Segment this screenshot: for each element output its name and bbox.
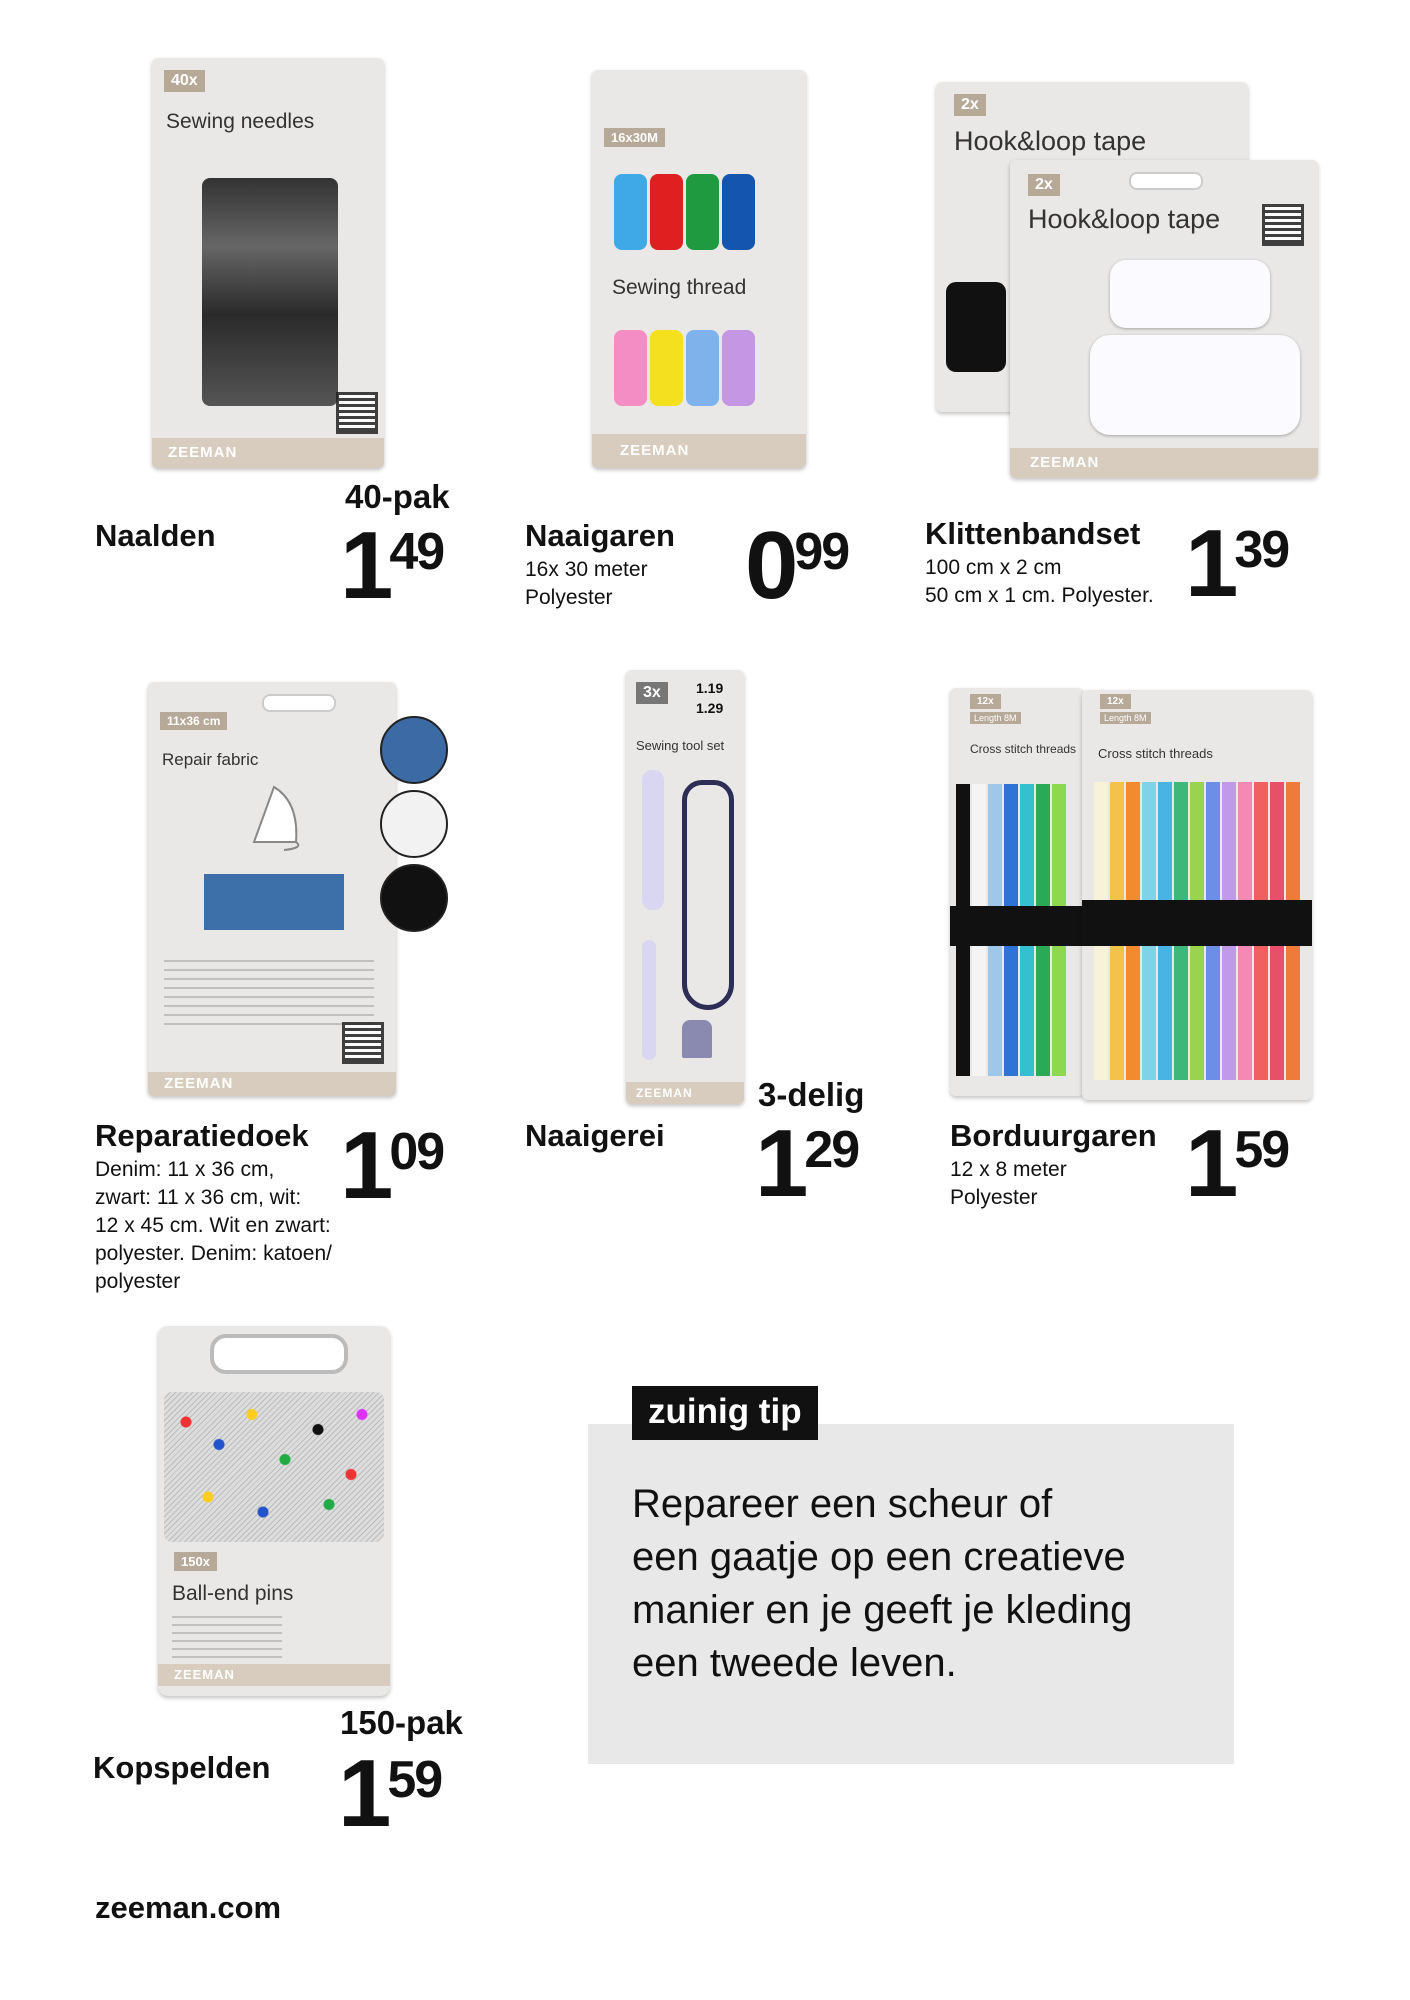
product-price: 109 [340,1112,444,1219]
product-image-sewing-tool-set [626,670,744,1104]
product-name: Kopspelden [93,1750,271,1785]
product-name: Borduurgaren [950,1118,1157,1153]
package-count: 12x [1100,694,1131,709]
product-price: 149 [340,512,444,619]
color-swatch-denim [380,716,448,784]
package-subtitle: Length 8M [1100,712,1151,724]
package-title: Hook&loop tape [954,126,1147,156]
product-image-cross-stitch-back [950,688,1084,1096]
package-title: Repair fabric [162,750,259,769]
product-name: Naalden [95,518,216,553]
product-description: 100 cm x 2 cm 50 cm x 1 cm. Polyester. [925,556,1154,607]
denim-swatch [204,874,344,930]
product-price: 159 [338,1740,442,1847]
package-title: Sewing needles [166,110,315,133]
package-subtitle: Length 8M [970,712,1021,724]
package-title: Hook&loop tape [1028,204,1221,234]
product-quantity: 150-pak [340,1704,463,1741]
package-brand: ZEEMAN [592,434,806,468]
product-price: 139 [1185,510,1289,617]
needle-card [202,178,338,406]
color-swatch-white [380,790,448,858]
product-image-hook-loop-front [1010,160,1318,478]
package-brand: ZEEMAN [158,1664,390,1686]
product-description: 12 x 8 meter Polyester [950,1158,1067,1209]
product-image-cross-stitch-front [1082,690,1312,1100]
package-brand: ZEEMAN [152,438,384,468]
iron-icon [244,782,304,852]
old-price: 1.19 [696,680,724,696]
color-swatch-black [380,864,448,932]
package-count: 11x36 cm [160,712,227,730]
product-image-sewing-thread [592,70,806,468]
package-count: 2x [1028,174,1060,196]
package-brand: ZEEMAN [148,1072,396,1096]
package-title: Sewing tool set [636,738,725,753]
new-price: 1.29 [696,700,724,716]
qr-code-icon [336,392,378,434]
product-name: Reparatiedoek [95,1118,309,1153]
package-count: 40x [164,70,205,92]
product-name: Naaigerei [525,1118,665,1153]
pins-window [164,1392,384,1542]
package-count: 150x [174,1552,217,1571]
tip-label: zuinig tip [632,1386,818,1440]
product-price: 159 [1185,1110,1289,1217]
package-count: 3x [636,682,668,704]
package-title: Sewing thread [612,276,747,299]
product-price: 129 [755,1110,859,1217]
product-image-repair-fabric [148,682,396,1096]
product-image-needles [152,58,384,468]
package-title: Cross stitch threads [1098,746,1213,761]
product-price: 099 [745,512,849,619]
product-quantity: 3-delig [758,1076,865,1113]
product-name: Naaigaren [525,518,675,553]
package-title: Ball-end pins [172,1582,294,1605]
package-count: 16x30M [604,128,665,147]
package-brand: ZEEMAN [626,1082,744,1104]
footer-website[interactable]: zeeman.com [95,1890,282,1925]
qr-code-icon [342,1022,384,1064]
product-name: Klittenbandset [925,516,1141,551]
qr-code-icon [1262,204,1304,246]
product-description: 16x 30 meter Polyester [525,558,648,609]
package-title: Cross stitch threads [970,742,1077,756]
product-quantity: 40-pak [345,478,450,515]
product-image-ball-end-pins [158,1326,390,1696]
tip-text: Repareer een scheur of een gaatje op een creatieve manier en je geeft je kleding een tweede leven. [632,1482,1133,1685]
package-brand: ZEEMAN [1010,448,1318,478]
package-count: 12x [970,694,1001,709]
product-description: Denim: 11 x 36 cm, zwart: 11 x 36 cm, wit: 12 x 45 cm. Wit en zwart: polyester. Denim: katoen/ polyester [95,1158,332,1293]
package-count: 2x [954,94,986,116]
